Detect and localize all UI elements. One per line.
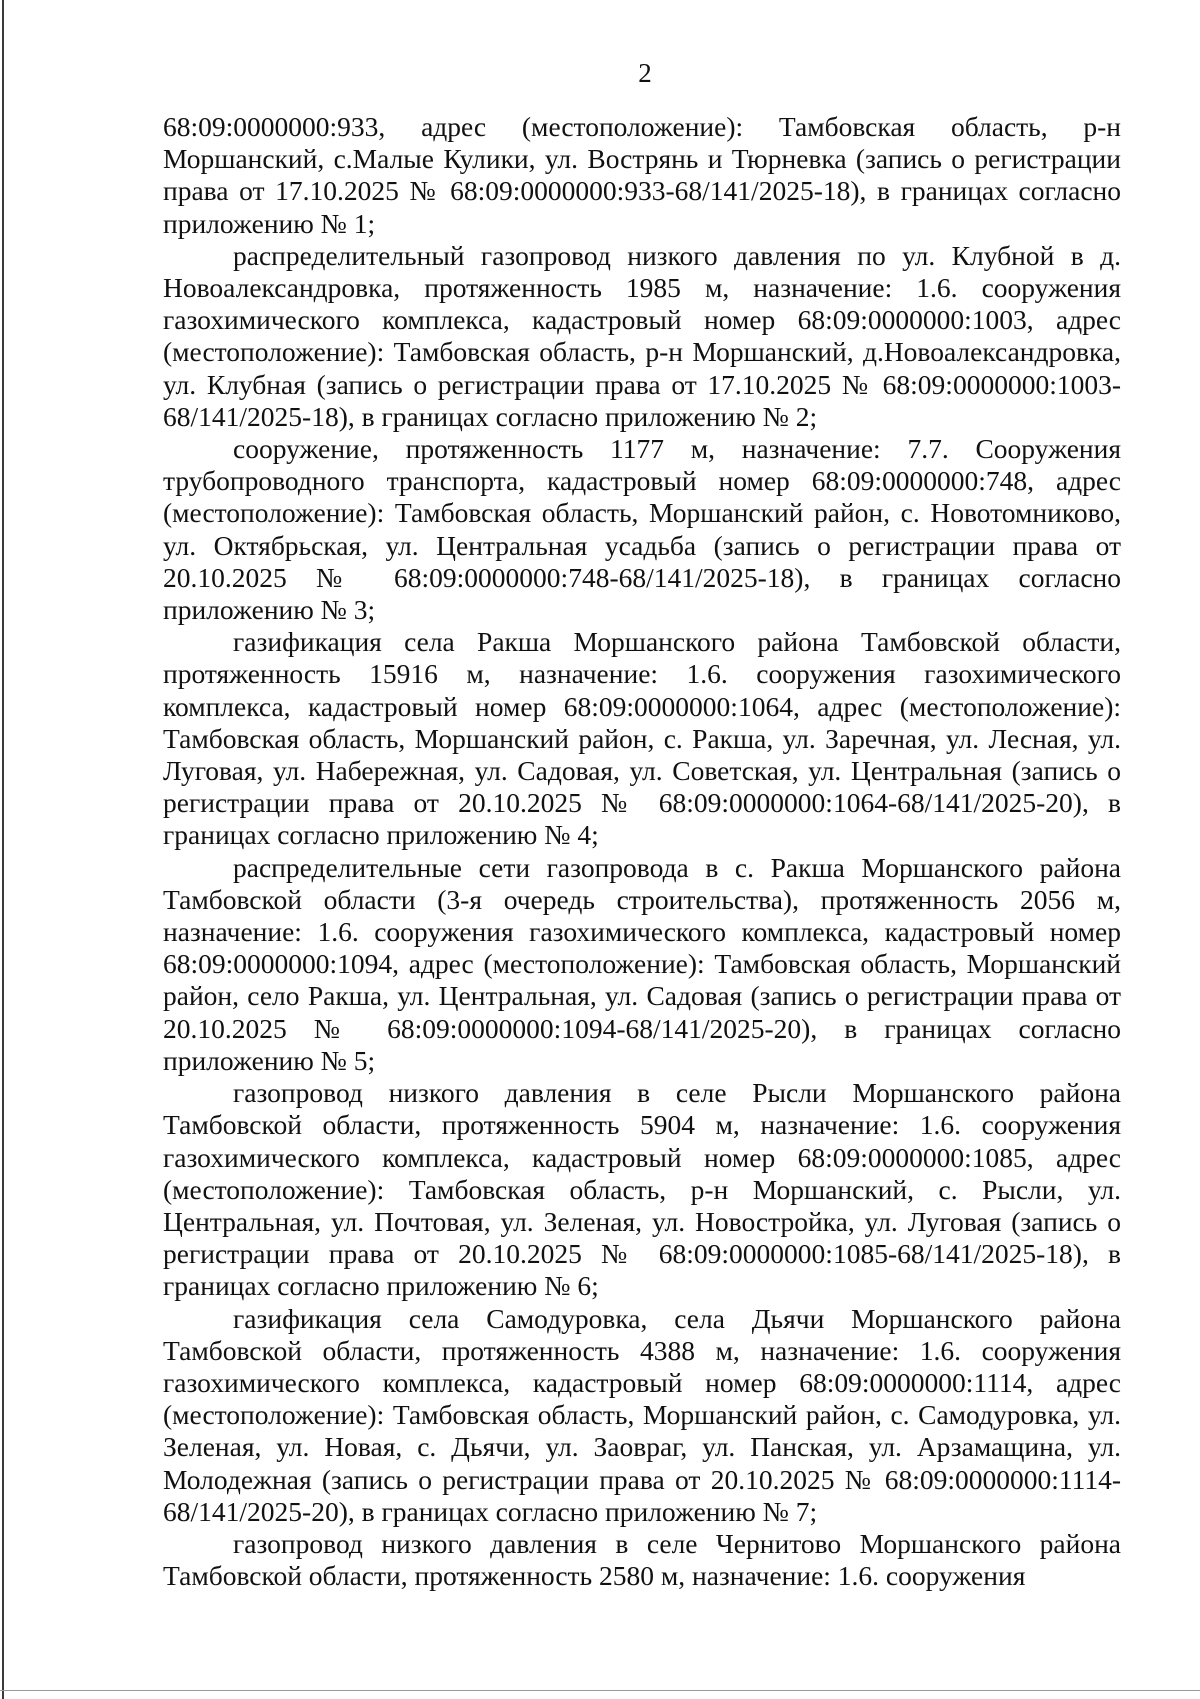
paragraph-item-5: распределительные сети газопровода в с. Ракша Моршанского района Тамбовской области (3-я очередь строительства), протяженность 2056 м, назначение: 1.6. сооружения газохимического комплекса, кадастровый номер 68:09:0000000:1094, адрес (местоположение): Тамбовская область, Моршанский район, село Ракша, ул. Центральная, ул. Садовая (запись о регистрации права от 20.10.2025 № 68:09:0000000:1094-68/141/2025-20), в границах согласно приложению № 5;: [163, 851, 1121, 1076]
page-number: 2: [638, 58, 652, 88]
paragraph-item-7: газификация села Самодуровка, села Дьячи Моршанского района Тамбовской области, протяженность 4388 м, назначение: 1.6. сооружения газохимического комплекса, кадастровый номер 68:09:0000000:1114, адрес (местоположение): Тамбовская область, Моршанский район, с. Самодуровка, ул. Зеленая, ул. Новая, с. Дьячи, ул. Заовраг, ул. Панская, ул. Арзамащина, ул. Молодежная (запись о регистрации права от 20.10.2025 № 68:09:0000000:1114-68/141/2025-20), в границах согласно приложению № 7;: [163, 1302, 1121, 1527]
paragraph-item-6: газопровод низкого давления в селе Рысли Моршанского района Тамбовской области, протяженность 5904 м, назначение: 1.6. сооружения газохимического комплекса, кадастровый номер 68:09:0000000:1085, адрес (местоположение): Тамбовская область, р-н Моршанский, с. Рысли, ул. Центральная, ул. Почтовая, ул. Зеленая, ул. Новостройка, ул. Луговая (запись о регистрации права от 20.10.2025 № 68:09:0000000:1085-68/141/2025-18), в границах согласно приложению № 6;: [163, 1077, 1121, 1302]
document-body: [163, 111, 1121, 1592]
paragraph-item-4: газификация села Ракша Моршанского района Тамбовской области, протяженность 15916 м, назначение: 1.6. сооружения газохимического комплекса, кадастровый номер 68:09:0000000:1064, адрес (местоположение): Тамбовская область, Моршанский район, с. Ракша, ул. Заречная, ул. Лесная, ул. Луговая, ул. Набережная, ул. Садовая, ул. Советская, ул. Центральная (запись о регистрации права от 20.10.2025 № 68:09:0000000:1064-68/141/2025-20), в границах согласно приложению № 4;: [163, 626, 1121, 851]
scan-edge-bottom: [0, 1690, 1200, 1691]
paragraph-continuation: 68:09:0000000:933, адрес (местоположение): Тамбовская область, р-н Моршанский, с.Малые Кулики, ул. Вострянь и Тюрневка (запись о регистрации права от 17.10.2025 № 68:09:0000000:933-68/141/2025-18), в границах согласно приложению № 1;: [163, 111, 1121, 239]
paragraph-item-3: сооружение, протяженность 1177 м, назначение: 7.7. Сооружения трубопроводного транспорта, кадастровый номер 68:09:0000000:748, адрес (местоположение): Тамбовская область, Моршанский район, с. Новотомниково, ул. Октябрьская, ул. Центральная усадьба (запись о регистрации права от 20.10.2025 № 68:09:0000000:748-68/141/2025-18), в границах согласно приложению № 3;: [163, 433, 1121, 626]
paragraph-item-8: газопровод низкого давления в селе Чернитово Моршанского района Тамбовской области, протяженность 2580 м, назначение: 1.6. сооружения: [163, 1527, 1121, 1592]
scan-edge-left: [2, 0, 4, 1699]
paragraph-item-2: распределительный газопровод низкого давления по ул. Клубной в д. Новоалександровка, протяженность 1985 м, назначение: 1.6. сооружения газохимического комплекса, кадастровый номер 68:09:0000000:1003, адрес (местоположение): Тамбовская область, р-н Моршанский, д.Новоалександровка, ул. Клубная (запись о регистрации права от 17.10.2025 № 68:09:0000000:1003-68/141/2025-18), в границах согласно приложению № 2;: [163, 239, 1121, 432]
